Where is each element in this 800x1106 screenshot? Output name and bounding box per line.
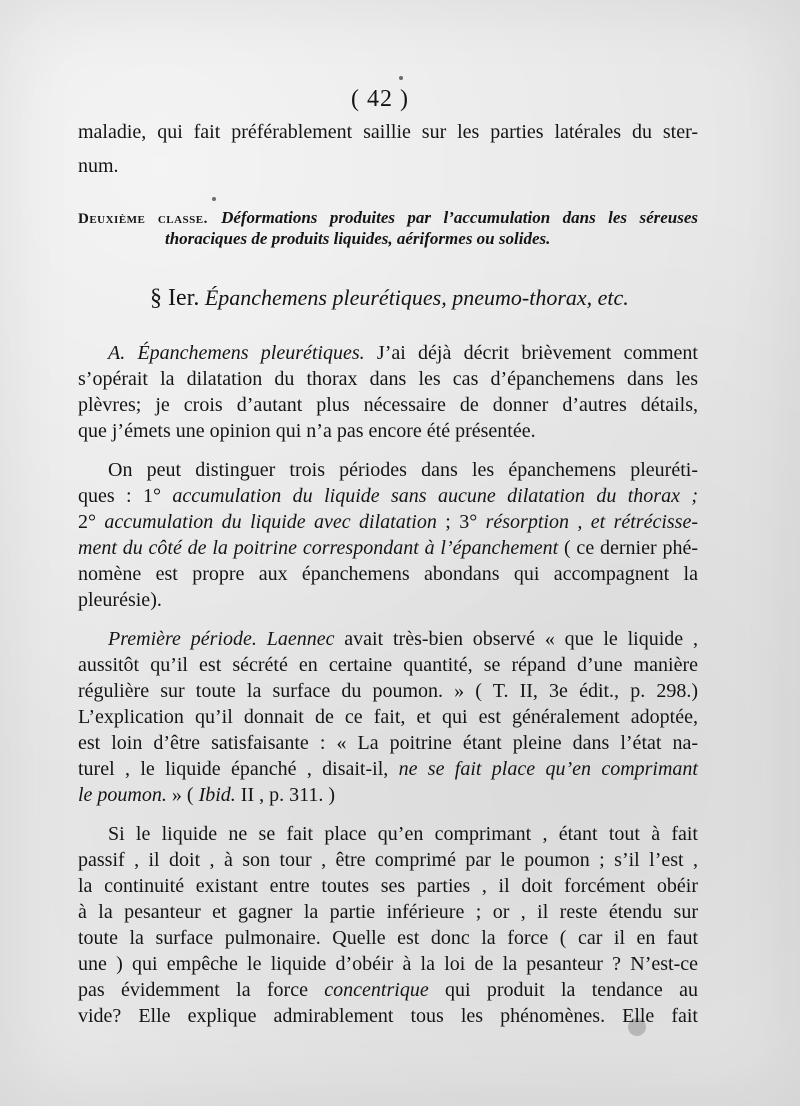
class-heading-line: thoraciques de produits liquides, aériformes ou solides. (165, 229, 551, 248)
paragraph-line: On peut distinguer trois périodes dans les épanchemens pleuréti- (108, 459, 698, 481)
scan-speck (628, 1018, 646, 1036)
class-heading-label: Deuxième classe. (78, 211, 208, 227)
paragraph-text: pas évidemment la force (78, 979, 325, 1001)
paragraph-line: vide? Elle explique admirablement tous les phénomènes. Elle fait (78, 1005, 698, 1027)
paragraph-emphasis: ment du côté de la poitrine correspondant à l’épanchement (78, 537, 559, 559)
paragraph-emphasis: Ibid. (198, 784, 236, 806)
class-heading-title: Déformations produites par l’accumulation dans les séreuses (221, 208, 699, 227)
paragraph-emphasis: concentrique (324, 979, 429, 1001)
section-title: Épanchemens pleurétiques, pneumo-thorax, etc. (204, 285, 629, 310)
paragraph-line (78, 485, 698, 507)
paragraph-emphasis: accumulation du liquide avec dilatation (104, 511, 437, 533)
paragraph-emphasis: résorption , et rétrécisse- (485, 511, 699, 533)
paragraph-line: est loin d’être satisfaisante : « La poitrine étant pleine dans l’état na- (78, 732, 698, 754)
paragraph-emphasis: accumulation du liquide sans aucune dilatation du thorax ; (172, 485, 698, 507)
author-name: Laennec (266, 628, 335, 650)
section-mark: § Ier. (150, 285, 200, 311)
paragraph-line (108, 628, 698, 650)
paragraph-line: régulière sur toute la surface du poumon. » ( T. II, 3e édit., p. 298.) (78, 680, 698, 702)
paragraph-line (78, 758, 698, 780)
paragraph-line: passif , il doit , à son tour , être comprimé par le poumon ; s’il l’est , (78, 849, 698, 871)
paragraph-text: II , p. 311. ) (235, 784, 336, 806)
paragraph-line: la continuité existant entre toutes ses parties , il doit forcément obéir (78, 875, 698, 897)
scan-speck (212, 197, 216, 201)
page-number: ( 42 ) (351, 86, 409, 112)
paragraph-line: s’opérait la dilatation du thorax dans les cas d’épanchemens dans les (78, 368, 698, 390)
paragraph-text (257, 628, 267, 650)
paragraph-text: J’ai déjà décrit brièvement comment (376, 342, 698, 364)
paragraph-line: plèvres; je crois d’autant plus nécessaire de donner d’autres détails, (78, 394, 698, 416)
paragraph-line: Si le liquide ne se fait place qu’en comprimant , étant tout à fait (108, 823, 698, 845)
paragraph-text: » ( (166, 784, 199, 806)
paragraph-text: ( ce dernier phé- (558, 537, 698, 559)
paragraph-line (108, 342, 698, 364)
paragraph-line (78, 784, 698, 806)
paragraph-line: une ) qui empêche le liquide d’obéir à la loi de la pesanteur ? N’est-ce (78, 953, 698, 975)
paragraph-text: qui produit la tendance au (428, 979, 698, 1001)
paragraph-emphasis: ne se fait place qu’en comprimant (398, 758, 698, 780)
paragraph-text: turel , le liquide épanché , disait-il, (78, 758, 399, 780)
paragraph-text: avait très-bien observé « que le liquide , (334, 628, 698, 650)
paragraph-line (78, 511, 698, 533)
paragraph-emphasis: le poumon. (78, 784, 167, 806)
paragraph-lead: Première période. (108, 628, 257, 650)
paragraph-line (78, 979, 698, 1001)
class-heading-line (78, 206, 698, 228)
paragraph-line: aussitôt qu’il est sécrété en certaine quantité, se répand d’une manière (78, 654, 698, 676)
section-heading (150, 285, 629, 312)
paragraph-line: à la pesanteur et gagner la partie inférieure ; or , il reste étendu sur (78, 901, 698, 923)
paragraph-lead: A. Épanchemens pleurétiques. (108, 342, 365, 364)
text-line: num. (78, 155, 119, 177)
paragraph-line: toute la surface pulmonaire. Quelle est donc la force ( car il en faut (78, 927, 698, 949)
paragraph-line: L’explication qu’il donnait de ce fait, et qui est généralement adoptée, (78, 706, 698, 728)
paragraph-text: ques : 1° (78, 485, 173, 507)
text-line: maladie, qui fait préférablement saillie sur les parties latérales du ster- (78, 121, 698, 143)
paragraph-line: nomène est propre aux épanchemens abondans qui accompagnent la (78, 563, 698, 585)
scan-speck (399, 76, 403, 80)
paragraph-text: ; 3° (436, 511, 486, 533)
paragraph-text: 2° (78, 511, 105, 533)
paragraph-line: que j’émets une opinion qui n’a pas encore été présentée. (78, 420, 536, 442)
paragraph-line: pleurésie). (78, 589, 162, 611)
paragraph-line (78, 537, 698, 559)
